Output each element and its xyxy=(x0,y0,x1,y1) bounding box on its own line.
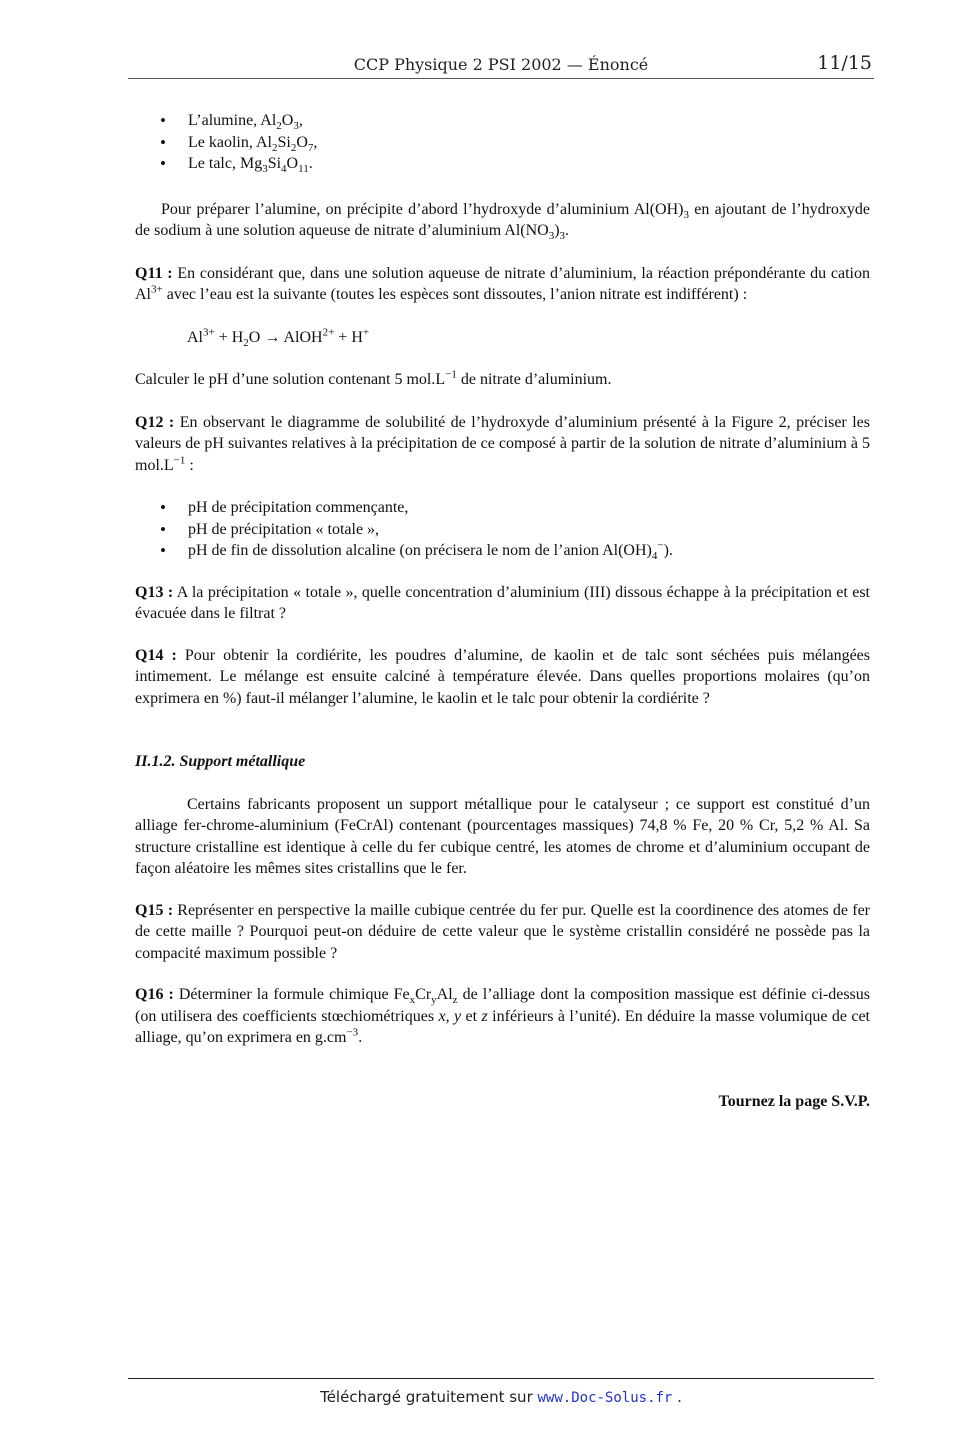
list-item: • pH de fin de dissolution alcaline (on précisera le nom de l’anion $Al(OH)_4^-$). xyxy=(135,540,870,562)
page-footer: Téléchargé gratuitement sur www.Doc-Solus.fr . xyxy=(320,1388,682,1406)
support-paragraph: Certains fabricants proposent un support métallique pour le catalyseur ; ce support est constitué d’un alliage fer-chrome-aluminium (FeCrAl) contenant (pourcentages massiques) 74,8 % Fe, 20 % Cr, 5,2 % Al. Sa structure cristalline est identique à celle du fer cubique centré, les atomes de chrome et d’aluminium occupant de façon aléatoire les mêmes sites cristallins que le fer. xyxy=(135,795,870,877)
page-content xyxy=(135,110,870,1112)
list-item: • pH de précipitation « totale », xyxy=(135,519,870,541)
page-number: 11/15 xyxy=(817,52,872,74)
doc-solus-link[interactable]: www.Doc-Solus.fr xyxy=(537,1390,673,1406)
turn-page-note: Tournez la page S.V.P. xyxy=(718,1092,870,1110)
question-q16: Q16 : Déterminer la formule chimique $Fe_xCr_yAl_z$ de l’alliage dont la composition massique est définie ci-dessus (on utilisera des coefficients stœchiométriques x, y et z inférieurs à l’unité). En déduire la masse volumique de cet alliage, qu’on exprimera en $g.cm^{-3}$. xyxy=(135,986,871,1046)
formula: $Al_2Si_2O_7$, xyxy=(255,133,318,154)
question-q12: Q12 : En observant le diagramme de solubilité de l’hydroxyde d’aluminium présenté à la Figure 2, préciser les valeurs de pH suivantes relatives à la précipitation de ce composé à partir de la solution de nitrate d’aluminium à 5 $mol.L^{-1}$ : xyxy=(135,413,870,474)
section-title: II.1.2. Support métallique xyxy=(135,753,306,770)
page-header xyxy=(128,52,874,79)
list-item: • L’alumine, $Al_2O_3$, xyxy=(135,110,870,132)
materials-list xyxy=(135,110,870,175)
question-label: Q13 : xyxy=(135,583,174,601)
question-label: Q11 : xyxy=(135,264,173,282)
ph-list xyxy=(135,497,870,562)
formula: $Al_2O_3$, xyxy=(260,112,303,133)
question-q11: Q11 : En considérant que, dans une solution aqueuse de nitrate d’aluminium, la réaction prépondérante du cation $Al^{3+}$ avec l’eau est la suivante (toutes les espèces sont dissoutes, l’anion nitrate est indifférent) : xyxy=(135,264,870,303)
header-title: CCP Physique 2 PSI 2002 — Énoncé xyxy=(353,55,649,74)
list-item: • Le kaolin, $Al_2Si_2O_7$, xyxy=(135,132,870,154)
footer-divider xyxy=(128,1378,874,1379)
intro-paragraph: Pour préparer l’alumine, on précipite d’abord l’hydroxyde d’aluminium $Al(OH)_3$ en ajoutant de l’hydroxyde de sodium à une solution aqueuse de nitrate d’aluminium $Al(NO_3)_3$. xyxy=(135,200,870,243)
question-label: Q16 : xyxy=(135,986,174,1003)
question-q15: Q15 : Représenter en perspective la maille cubique centrée du fer pur. Quelle est la coordinence des atomes de fer de cette maille ? Pourquoi peut-on déduire de cette valeur que le système cristallin considéré ne possède pas la compacité maximum possible ? xyxy=(135,901,871,962)
formula: $Mg_3Si_4O_{11}$. xyxy=(239,155,313,176)
list-item: • Le talc, $Mg_3Si_4O_{11}$. xyxy=(135,153,870,175)
question-q14: Q14 : Pour obtenir la cordiérite, les poudres d’alumine, de kaolin et de talc sont séchées puis mélangées intimement. Le mélange est ensuite calciné à température élevée. Dans quelles proportions molaires (qu’on exprimera en %) faut-il mélanger l’alumine, le kaolin et le talc pour obtenir la cordiérite ? xyxy=(135,646,871,707)
question-q13: Q13 : A la précipitation « totale », quelle concentration d’aluminium (III) dissous échappe à la précipitation et est évacuée dans le filtrat ? xyxy=(135,583,870,622)
question-label: Q12 : xyxy=(135,413,175,431)
question-label: Q15 : xyxy=(135,901,174,919)
list-item: • pH de précipitation commençante, xyxy=(135,497,870,519)
reaction-equation: $Al^{3+} + H_2O$ → AlOH$^{2+}$ + H+ xyxy=(187,326,370,349)
question-label: Q14 : xyxy=(135,646,177,664)
q11-calc: Calculer le pH d’une solution contenant 5 $mol.L^{-1}$ de nitrate d’aluminium. xyxy=(135,368,612,388)
